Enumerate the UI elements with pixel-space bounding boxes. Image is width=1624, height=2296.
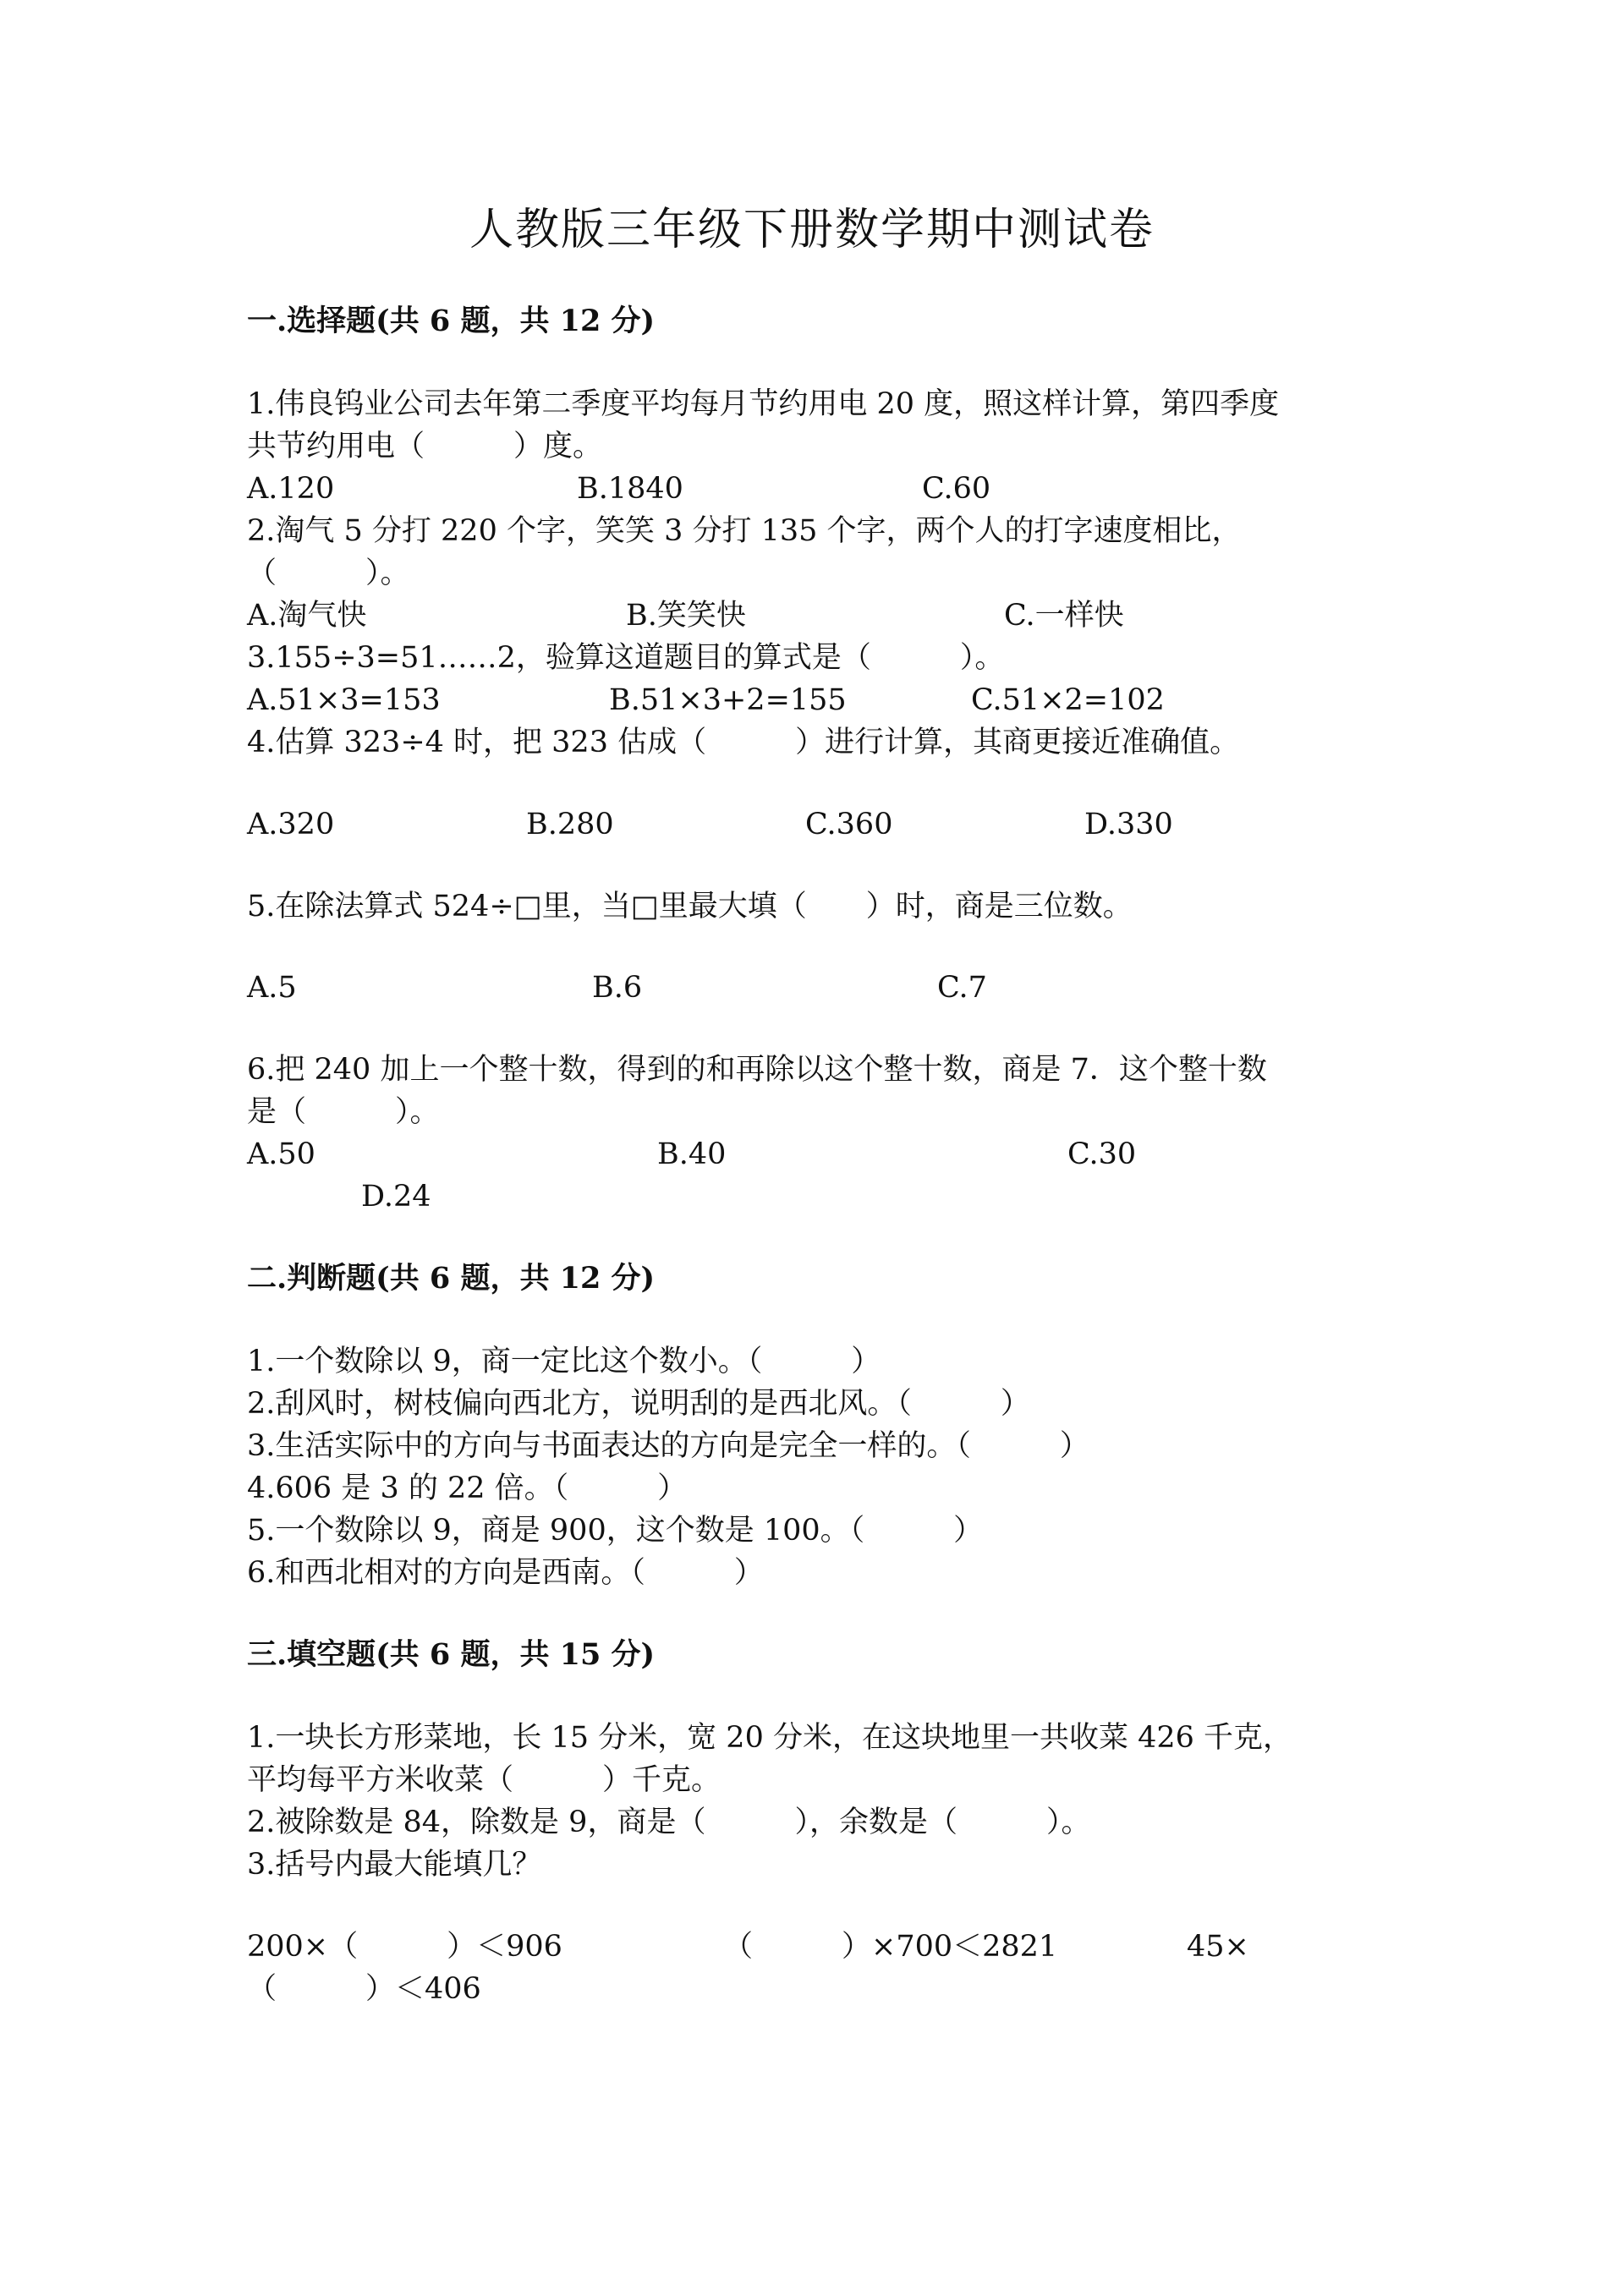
s1-q3-option-c: C.51×2=102 xyxy=(971,683,1165,717)
s1-q2-option-b: B.笑笑快 xyxy=(626,599,746,633)
s3-q3-part-4: （ ）＜406 xyxy=(247,1972,481,2006)
s1-q6-option-b: B.40 xyxy=(657,1137,727,1171)
s1-q1-option-b: B.1840 xyxy=(577,472,683,506)
s2-item-6: 6.和西北相对的方向是西南。（ ） xyxy=(247,1556,764,1590)
s1-q6-option-c: C.30 xyxy=(1067,1137,1137,1171)
s1-q1-line1: 1.伟良钨业公司去年第二季度平均每月节约用电 20 度，照这样计算，第四季度 xyxy=(247,387,1280,421)
s1-q6-line1: 6.把 240 加上一个整十数，得到的和再除以这个整十数，商是 7．这个整十数 xyxy=(247,1053,1267,1087)
s1-q4-option-a: A.320 xyxy=(247,808,335,841)
s1-q1-option-c: C.60 xyxy=(922,472,991,506)
s3-q2-line1: 2.被除数是 84，除数是 9，商是（ ），余数是（ ）。 xyxy=(247,1806,1091,1839)
s2-item-4: 4.606 是 3 的 22 倍。（ ） xyxy=(247,1471,688,1505)
s1-q2-line2: （ ）。 xyxy=(247,556,410,590)
s1-q5-option-b: B.6 xyxy=(592,971,643,1005)
s1-q6-line2: 是（ ）。 xyxy=(247,1095,440,1129)
s1-q4-line1: 4.估算 323÷4 时，把 323 估成（ ）进行计算，其商更接近准确值。 xyxy=(247,726,1240,759)
s1-q5-option-a: A.5 xyxy=(247,971,297,1005)
s3-q3-part-3: 45× xyxy=(1187,1930,1249,1964)
s3-q3-part-1: 200×（ ）＜906 xyxy=(247,1930,562,1964)
s2-item-5: 5.一个数除以 9，商是 900，这个数是 100。（ ） xyxy=(247,1514,984,1548)
s2-item-1: 1.一个数除以 9，商一定比这个数小。（ ） xyxy=(247,1345,881,1378)
s1-q3-option-b: B.51×3+2=155 xyxy=(609,683,847,717)
s1-q6-option-d: D.24 xyxy=(361,1180,431,1214)
s1-q6-option-a: A.50 xyxy=(247,1137,315,1171)
s1-q4-option-b: B.280 xyxy=(526,808,614,841)
s3-q1-line1: 1.一块长方形菜地，长 15 分米，宽 20 分米，在这块地里一共收菜 426 千克， xyxy=(247,1721,1293,1755)
section3-heading: 三.填空题(共 6 题，共 15 分) xyxy=(247,1637,656,1672)
section1-heading: 一.选择题(共 6 题，共 12 分) xyxy=(247,304,656,338)
section2-heading: 二.判断题(共 6 题，共 12 分) xyxy=(247,1261,656,1296)
s3-q3-line1: 3.括号内最大能填几？ xyxy=(247,1848,542,1882)
s1-q4-option-d: D.330 xyxy=(1084,808,1173,841)
s1-q5-option-c: C.7 xyxy=(937,971,987,1005)
exam-title: 人教版三年级下册数学期中测试卷 xyxy=(469,205,1155,255)
s1-q2-option-a: A.淘气快 xyxy=(247,599,367,633)
s2-item-3: 3.生活实际中的方向与书面表达的方向是完全一样的。（ ） xyxy=(247,1429,1089,1463)
s3-q3-part-2: （ ）×700＜2821 xyxy=(723,1930,1058,1964)
s1-q1-option-a: A.120 xyxy=(247,472,335,506)
s1-q1-line2: 共节约用电（ ）度。 xyxy=(247,430,603,463)
s1-q2-line1: 2.淘气 5 分打 220 个字，笑笑 3 分打 135 个字，两个人的打字速度相比， xyxy=(247,514,1242,548)
s1-q4-option-c: C.360 xyxy=(805,808,893,841)
s1-q3-option-a: A.51×3=153 xyxy=(247,683,441,717)
s1-q5-line1: 5.在除法算式 524÷□里，当□里最大填（ ）时，商是三位数。 xyxy=(247,890,1133,923)
s1-q3-line1: 3.155÷3=51……2，验算这道题目的算式是（ ）。 xyxy=(247,641,1005,675)
s1-q2-option-c: C.一样快 xyxy=(1004,599,1124,633)
s2-item-2: 2.刮风时，树枝偏向西北方，说明刮的是西北风。（ ） xyxy=(247,1387,1030,1421)
s3-q1-line2: 平均每平方米收菜（ ）千克。 xyxy=(247,1763,721,1797)
